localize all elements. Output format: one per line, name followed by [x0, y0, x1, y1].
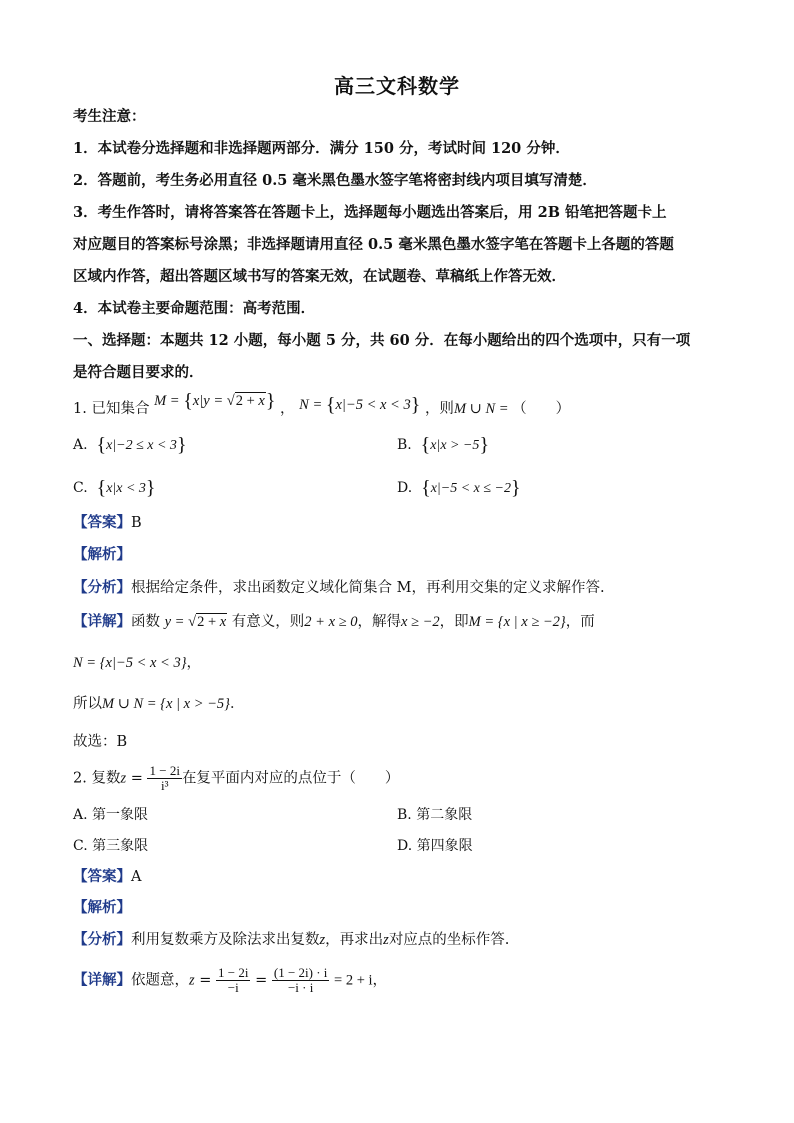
q1-option-d: D. {x|−5 < x ≤ −2}: [397, 477, 521, 499]
q1-result: 所以M ∪ N = {x | x > −5}．: [73, 696, 245, 712]
q2-answer: 【答案】A: [73, 868, 142, 885]
q2-option-c: C. 第三象限: [73, 838, 149, 854]
section-heading-cont: 是符合题目要求的．: [73, 364, 204, 381]
q1-option-a: A. {x|−2 ≤ x < 3}: [73, 434, 187, 456]
set-m-definition: M = {x|y = √2 + x}: [154, 390, 276, 412]
notice-item-4: 4．本试卷主要命题范围：高考范围．: [73, 300, 316, 317]
q1-analysis-heading: 【解析】: [73, 546, 131, 563]
q1-option-c: C. {x|x < 3}: [73, 477, 156, 499]
union-expression: M ∪ N =: [453, 401, 513, 417]
page-title: 高三文科数学: [334, 74, 460, 98]
notice-item-1: 1．本试卷分选择题和非选择题两部分．满分 150 分，考试时间 120 分钟．: [73, 140, 570, 157]
q1-fenxi: 【分析】根据给定条件，求出函数定义域化简集合 M，再利用交集的定义求解作答.: [73, 579, 605, 596]
q1-choose: 故选：B: [73, 734, 128, 750]
notice-heading: 考生注意：: [73, 108, 146, 125]
q1-detail: 【详解】函数 y = √2 + x 有意义，则2 + x ≥ 0，解得x ≥ −2，即M = {x | x ≥ −2}，而: [73, 613, 595, 630]
notice-item-3-cont: 对应题目的答案标号涂黑；非选择题请用直径 0.5 毫米黑色墨水签字笔在答题卡上各题的答题: [73, 236, 674, 253]
notice-item-2: 2．答题前，考生务必用直径 0.5 毫米黑色墨水签字笔将密封线内项目填写清楚．: [73, 172, 597, 189]
notice-item-3: 3．考生作答时，请将答案答在答题卡上，选择题每小题选出答案后，用 2B 铅笔把答题卡上: [73, 204, 667, 221]
q2-analysis-heading: 【解析】: [73, 899, 131, 916]
notice-item-3-cont2: 区域内作答，超出答题区域书写的答案无效，在试题卷、草稿纸上作答无效．: [73, 268, 566, 285]
q1-answer: 【答案】B: [73, 514, 142, 531]
q1-option-b: B. {x|x > −5}: [397, 434, 490, 456]
question-2-stem: 2. 复数z = $\frac{1 - 2i}{\text{i³}}$ 在复平面内对应的点位于（ ）: [73, 763, 400, 793]
q2-option-a: A. 第一象限: [73, 807, 149, 823]
q2-fenxi: 【分析】利用复数乘方及除法求出复数z，再求出z对应点的坐标作答.: [73, 931, 510, 948]
q1-n-set: N = {x|−5 < x < 3}，: [73, 655, 202, 671]
q2-option-b: B. 第二象限: [397, 807, 473, 823]
q2-option-d: D. 第四象限: [397, 838, 473, 854]
section-heading: 一、选择题：本题共 12 小题，每小题 5 分，共 60 分．在每小题给出的四个选项中，只有一项: [73, 332, 691, 349]
question-1-stem: 1. 已知集合 M = {x|y = √2 + x} ， N = {x|−5 < x < 3} ，则M ∪ N = （ ）: [73, 390, 571, 417]
q2-detail: 【详解】依题意，z = $\frac{1 - 2i}{-i}$ = $\frac{(1 - 2i) \cdot i}{-i \cdot i}$ = 2 + i，: [73, 965, 388, 995]
set-n-definition: N = {x|−5 < x < 3}: [299, 394, 421, 416]
